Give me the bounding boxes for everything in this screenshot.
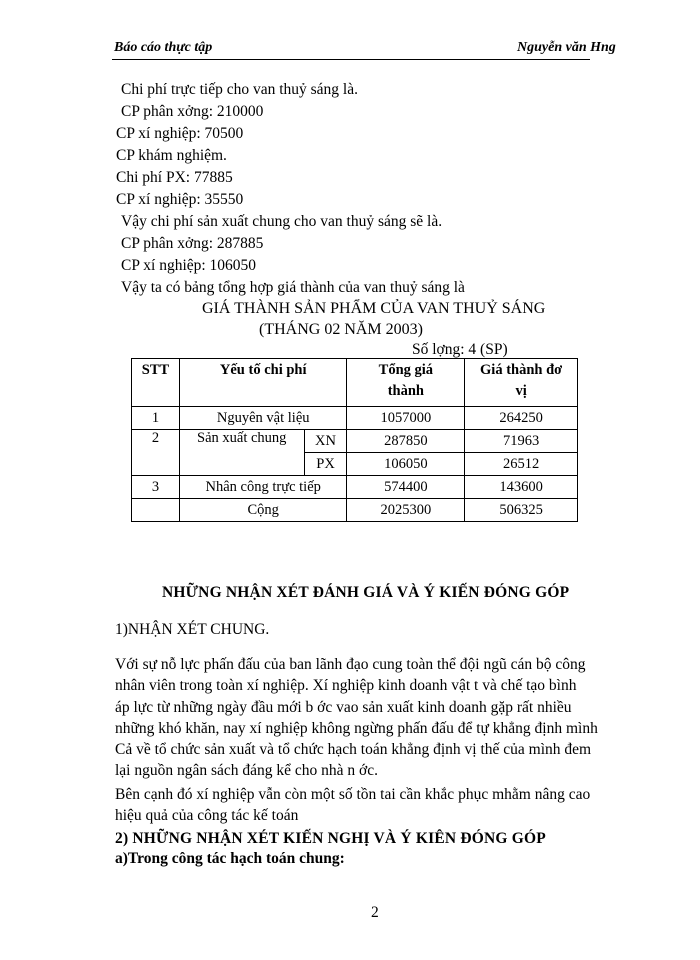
table-row <box>132 476 578 499</box>
cost-table <box>131 358 578 522</box>
intro-line: CP phân xởng: 287885 <box>121 235 264 252</box>
paragraph-line: nhân viên trong toàn xí nghiệp. Xí nghiệp kinh doanh vật t và chế tạo bình <box>115 677 577 695</box>
table-title: GIÁ THÀNH SẢN PHẨM CỦA VAN THUỶ SÁNG <box>202 300 546 317</box>
cell-name: Nhân công trực tiếp <box>179 476 347 499</box>
quantity-label: Số lợng: 4 (SP) <box>412 341 508 358</box>
subsection-2-title: 2) NHỮNG NHẬN XÉT KIẾN NGHỊ VÀ Ý KIÊN ĐÓNG GÓP <box>115 830 546 847</box>
paragraph-line: lại nguồn ngân sách đáng kể cho nhà n ớc. <box>115 762 379 780</box>
intro-line: Vậy ta có bảng tổng hợp giá thành của van thuỷ sáng là <box>121 279 465 296</box>
cell-sub: PX <box>304 453 347 476</box>
cell-sub: XN <box>304 430 347 453</box>
table-row <box>132 430 578 453</box>
table-total-row <box>132 499 578 522</box>
header-factor: Yếu tố chi phí <box>179 359 347 407</box>
cell-stt <box>132 499 180 522</box>
cell-total: 574400 <box>347 476 465 499</box>
intro-line: Chi phí PX: 77885 <box>116 169 233 186</box>
cell-unit: 506325 <box>465 499 578 522</box>
paragraph-2 <box>115 784 591 827</box>
cell-unit: 143600 <box>465 476 578 499</box>
paragraph-line: áp lực từ những ngày đầu mới b ớc vao sản xuất kinh doanh gặp rất nhiều <box>115 698 572 716</box>
intro-line: Chi phí trực tiếp cho van thuỷ sáng là. <box>121 81 358 98</box>
page-number: 2 <box>371 904 379 921</box>
cell-unit: 71963 <box>465 430 578 453</box>
cell-unit: 26512 <box>465 453 578 476</box>
section-title: NHỮNG NHẬN XÉT ĐÁNH GIÁ VÀ Ý KIẾN ĐÓNG GÓP <box>162 584 570 601</box>
paragraph-line: Với sự nỗ lực phấn đấu của ban lãnh đạo cung toàn thể đội ngũ cán bộ công <box>115 656 586 673</box>
cell-stt: 3 <box>132 476 180 499</box>
cell-stt: 1 <box>132 407 180 430</box>
cell-total: 2025300 <box>347 499 465 522</box>
header-right: Nguyễn văn Hng <box>517 40 616 55</box>
cell-total: 1057000 <box>347 407 465 430</box>
table-header-row <box>132 359 578 407</box>
cell-total: 287850 <box>347 430 465 453</box>
table-row <box>132 407 578 430</box>
cell-unit: 264250 <box>465 407 578 430</box>
paragraph-1 <box>115 654 598 782</box>
header-left: Báo cáo thực tập <box>114 40 213 55</box>
cell-name: Nguyên vật liệu <box>179 407 347 430</box>
cell-name: Sản xuất chung <box>179 430 304 476</box>
subsection-2a-title: a)Trong công tác hạch toán chung: <box>115 850 345 867</box>
subsection-1-title: 1)NHẬN XÉT CHUNG. <box>115 621 270 638</box>
intro-line: CP xí nghiệp: 106050 <box>121 257 257 274</box>
paragraph-line: Bên cạnh đó xí nghiệp vẫn còn một số tồn tai cần khắc phục mhằm nâng cao <box>115 786 591 803</box>
header-unit: Giá thành đơ vị <box>465 359 578 407</box>
intro-line: CP khám nghiệm. <box>116 147 227 164</box>
table-subtitle: (THÁNG 02 NĂM 2003) <box>259 321 423 338</box>
paragraph-line: Cả về tổ chức sản xuất và tổ chức hạch toán khẳng định vị thế của mình đem <box>115 741 592 759</box>
cell-total: 106050 <box>347 453 465 476</box>
intro-line: CP phân xởng: 210000 <box>121 103 264 120</box>
intro-line: Vậy chi phí sản xuất chung cho van thuỷ sáng sẽ là. <box>121 213 443 230</box>
intro-line: CP xí nghiệp: 35550 <box>116 191 244 208</box>
header-total: Tổng giá thành <box>347 359 465 407</box>
cell-stt: 2 <box>132 430 180 476</box>
header-rule <box>112 59 590 60</box>
paragraph-line: hiệu quả của công tác kế toán <box>115 807 299 825</box>
intro-line: CP xí nghiệp: 70500 <box>116 125 244 142</box>
header-stt: STT <box>132 359 180 407</box>
paragraph-line: những khó khăn, nay xí nghiệp không ngừng phấn đấu để tự khẳng định mình <box>115 719 598 737</box>
cell-name: Cộng <box>179 499 347 522</box>
